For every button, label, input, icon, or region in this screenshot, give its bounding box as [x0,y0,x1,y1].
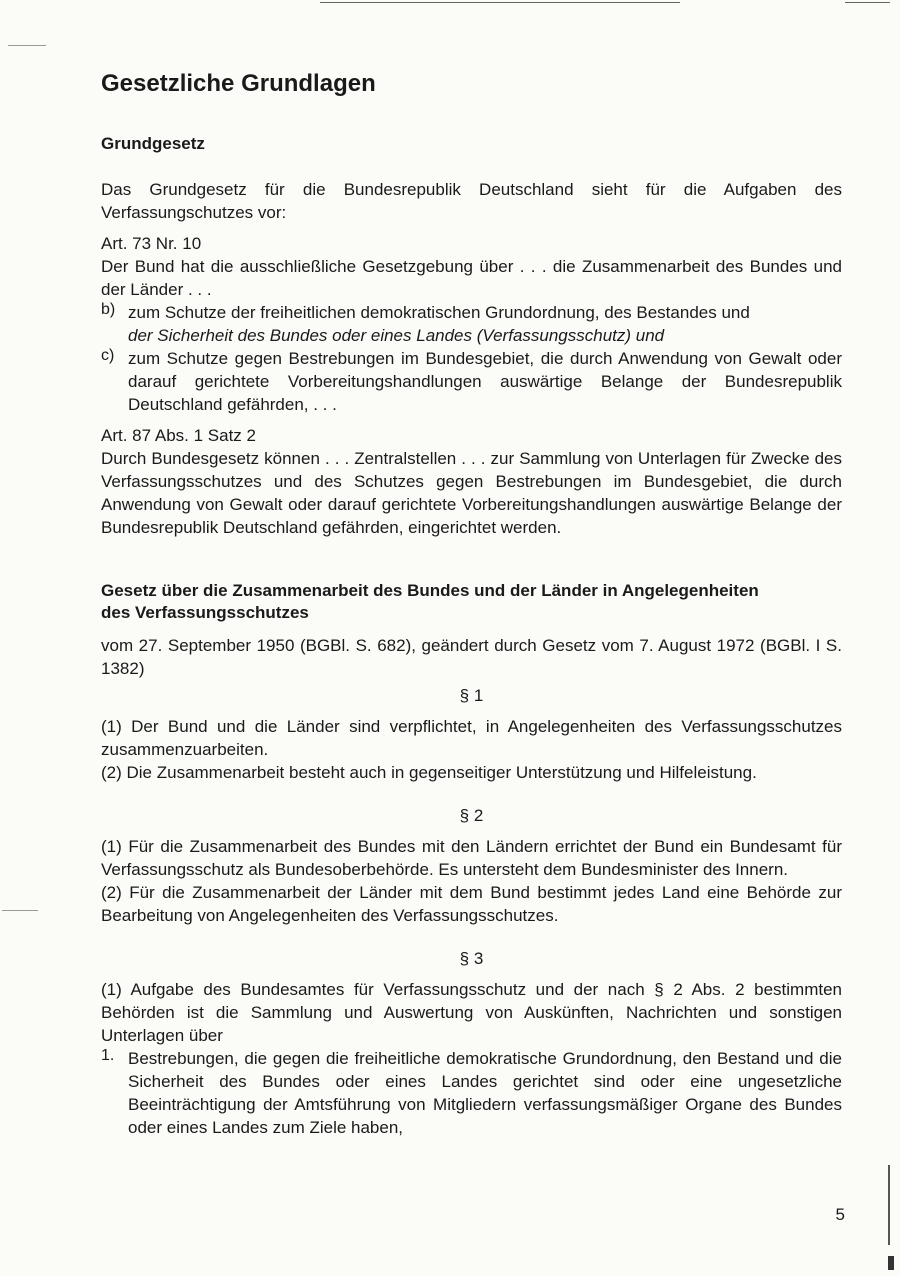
art73-text: Der Bund hat die ausschließliche Gesetzgebung über . . . die Zusammenarbeit des Bundes und der Länder . . . [101,257,842,299]
paragraph-2-abs-1: (1) Für die Zusammenarbeit des Bundes mit den Ländern errichtet der Bund ein Bundesamt für Verfassungsschutz als Bundesoberbehörde. Es untersteht dem Bundesminister des Innern. [101,837,842,879]
list-marker: 1. [101,1047,115,1064]
section-heading-gesetz-line2: des Verfassungsschutzes [101,603,309,622]
paragraph-2-abs-2: (2) Für die Zusammenarbeit der Länder mit dem Bund bestimmt jedes Land eine Behörde zur Bearbeitung von Angelegenheiten des Verfassungsschutzes. [101,883,842,925]
art87-reference: Art. 87 Abs. 1 Satz 2 [101,426,256,445]
art73-item-b [101,301,842,347]
art73-reference: Art. 73 Nr. 10 [101,234,202,253]
section-heading-gesetz-line1: Gesetz über die Zusammenarbeit des Bundes und der Länder in Angelegenheiten [101,581,759,600]
gesetz-date: vom 27. September 1950 (BGBl. S. 682), geändert durch Gesetz vom 7. August 1972 (BGBl. I S. 1382) [101,636,842,678]
page-title: Gesetzliche Grundlagen [101,70,376,97]
paragraph-1-abs-1: (1) Der Bund und die Länder sind verpflichtet, in Angelegenheiten des Verfassungsschutzes zusammenzuarbeiten. [101,717,842,759]
scan-border-top-right [845,2,890,3]
list-marker: b) [101,301,116,318]
list-marker: c) [101,347,115,364]
scan-border-top [320,2,680,3]
paragraph-3-title: § 3 [459,949,484,968]
paragraph-3-item-1 [101,1047,842,1139]
art73-item-c [101,347,842,416]
scan-edge-block [888,1256,894,1270]
paragraph-1-title: § 1 [459,686,484,705]
scan-speck [8,45,46,46]
paragraph-2-title: § 2 [459,806,484,825]
scan-speck [2,910,38,911]
art73-item-b-line2: der Sicherheit des Bundes oder eines Landes (Verfassungsschutz) und [128,326,665,345]
section-heading-grundgesetz: Grundgesetz [101,134,205,153]
art73-item-b-line1: zum Schutze der freiheitlichen demokratischen Grundordnung, des Bestandes und [128,303,750,322]
grundgesetz-intro: Das Grundgesetz für die Bundesrepublik Deutschland sieht für die Aufgaben des Verfassungschutzes vor: [101,180,842,222]
art87-text: Durch Bundesgesetz können . . . Zentralstellen . . . zur Sammlung von Unterlagen für Zwecke des Verfassungsschutzes und des Schutzes gegen Bestrebungen im Bundesgebiet, die durch Anwendung von Gewalt oder darauf gerichtete Vorbereitungshandlungen auswärtige Belange der Bundesrepublik Deutschland gefährden, eingerichtet werden. [101,449,842,537]
paragraph-3-item-1-text: Bestrebungen, die gegen die freiheitliche demokratische Grundordnung, den Bestand und die Sicherheit des Bundes oder eines Landes gerichtet sind oder eine ungesetzliche Beeinträchtigung der Amtsführung von Mitgliedern verfassungsmäßiger Organe des Bundes oder eines Landes zum Ziele haben, [128,1049,842,1137]
page-number: 5 [835,1205,845,1224]
document-body [101,62,842,1139]
scan-edge-bar [888,1165,890,1245]
paragraph-1-abs-2: (2) Die Zusammenarbeit besteht auch in gegenseitiger Unterstützung und Hilfeleistung. [101,763,757,782]
paragraph-3-abs-1: (1) Aufgabe des Bundesamtes für Verfassungsschutz und der nach § 2 Abs. 2 bestimmten Behörden ist die Sammlung und Auswertung von Auskünften, Nachrichten und sonstigen Unterlagen über [101,980,842,1045]
art73-item-c-text: zum Schutze gegen Bestrebungen im Bundesgebiet, die durch Anwendung von Gewalt oder darauf gerichtete Vorbereitungshandlungen auswärtige Belange der Bundesrepublik Deutschland gefährden, . . . [128,349,842,414]
